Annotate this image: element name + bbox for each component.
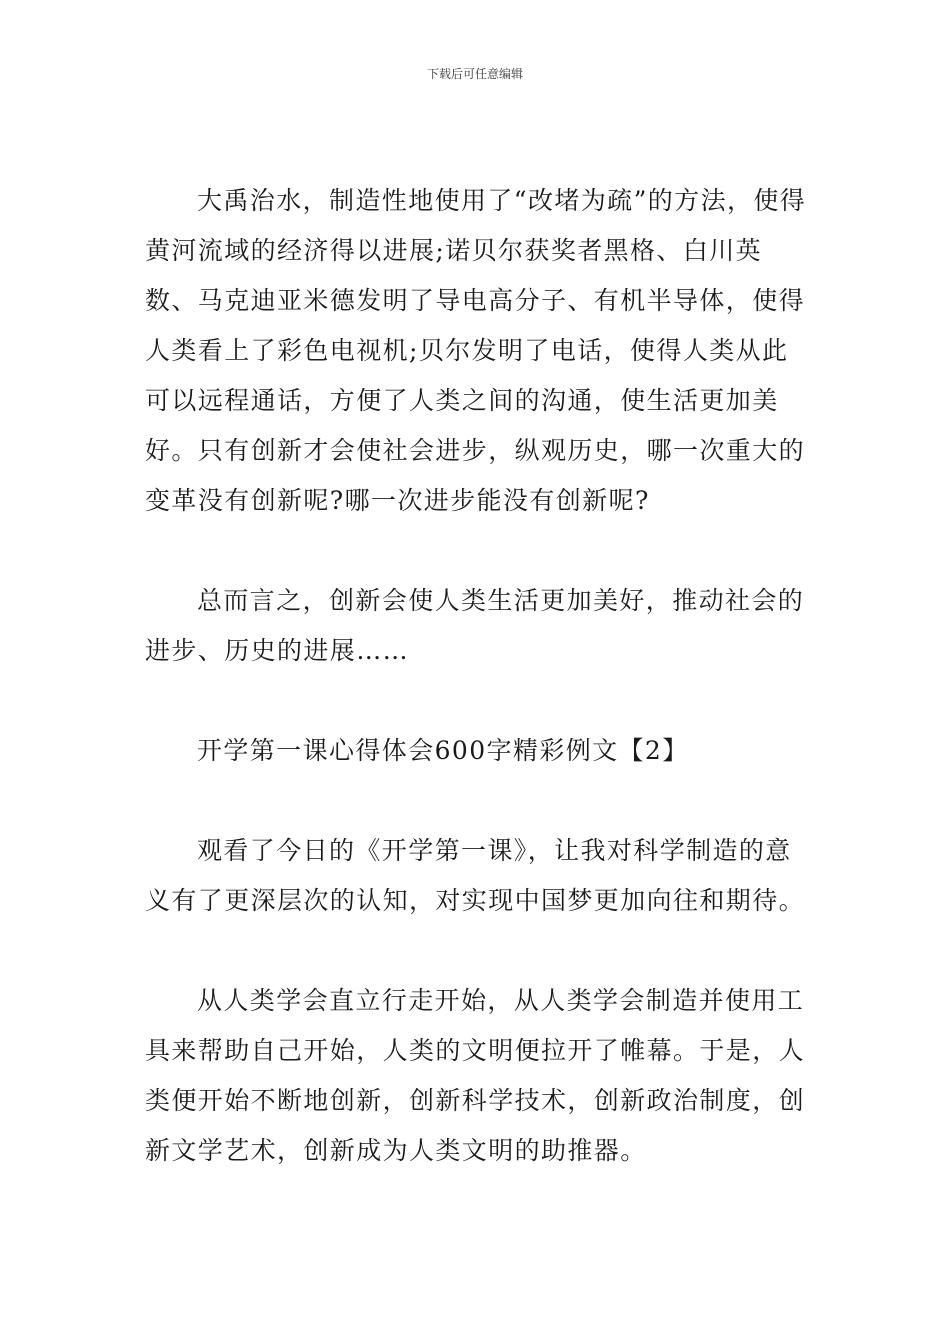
paragraph-first-lesson: 观看了今日的《开学第一课》，让我对科学制造的意义有了更深层次的认知，对实现中国梦更加向往和期待。	[145, 836, 806, 915]
paragraph-civilization: 从人类学会直立行走开始，从人类学会制造并使用工具来帮助自己开始，人类的文明便拉开了帷幕。于是，人类便开始不断地创新，创新科学技术，创新政治制度，创新文学艺术，创新成为人类文明的助推器。	[145, 986, 806, 1165]
paragraph-gap	[145, 676, 810, 726]
paragraph-gap	[145, 926, 810, 976]
paragraph-innovation-history: 大禹治水，制造性地使用了“改堵为疏”的方法，使得黄河流域的经济得以进展;诺贝尔获奖者黑格、白川英数、马克迪亚米德发明了导电高分子、有机半导体，使得人类看上了彩色电视机;贝尔发明了电话，使得人类从此可以远程通话，方便了人类之间的沟通，使生活更加美好。只有创新才会使社会进步，纵观历史，哪一次重大的变革没有创新呢?哪一次进步能没有创新呢?	[145, 186, 807, 515]
section-heading: 开学第一课心得体会600字精彩例文【2】	[197, 736, 689, 765]
header-note: 下载后可任意编辑	[426, 67, 523, 81]
paragraph-gap	[145, 526, 810, 576]
document-body	[145, 176, 810, 1176]
paragraph-conclusion: 总而言之，创新会使人类生活更加美好，推动社会的进步、历史的进展……	[145, 586, 805, 665]
paragraph-gap	[145, 776, 810, 826]
